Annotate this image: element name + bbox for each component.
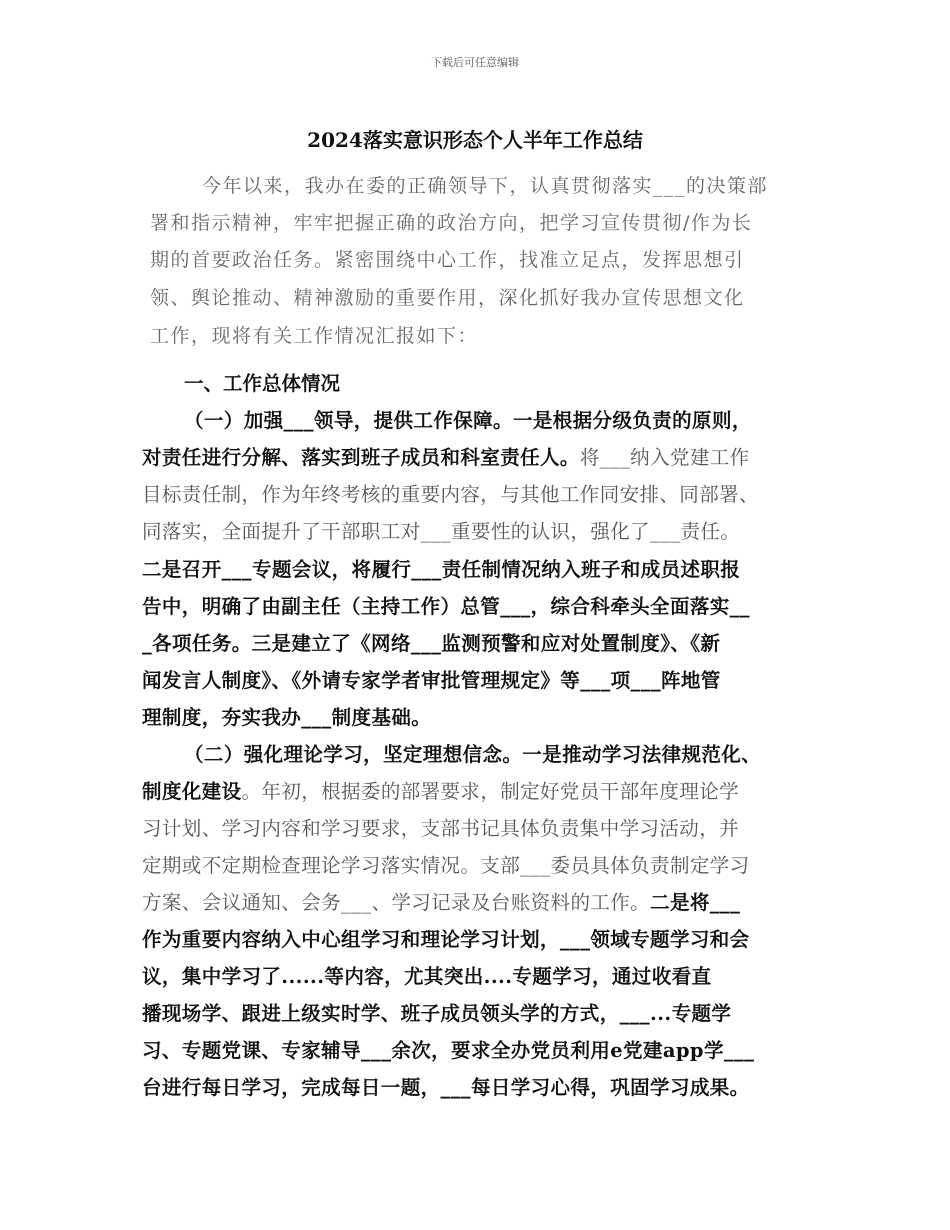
para2-line-5-head: 方案、会议通知、会务___、学习记录及台账资料的工作。 bbox=[142, 891, 651, 914]
para1-line-8: 闻发言人制度》、《外请专家学者审批管理规定》等___项___阵地管 bbox=[142, 669, 721, 692]
para1-line-5: 二是召开___专题会议，将履行___责任制情况纳入班子和成员述职报 bbox=[142, 558, 741, 581]
intro-line-4: 领、舆论推动、精神激励的重要作用，深化抓好我办宣传思想文化 bbox=[150, 287, 745, 309]
para1-line-3: 目标责任制，作为年终考核的重要内容，与其他工作同安排、同部署、 bbox=[142, 483, 759, 506]
para1-line-1: （一）加强___领导，提供工作保障。一是根据分级负责的原则， bbox=[184, 409, 752, 432]
section-heading: 一、工作总体情况 bbox=[184, 372, 341, 395]
para2-line-2-tail: 。年初，根据委的部署要求，制定好党员干部年度理论学 bbox=[241, 780, 740, 803]
intro-line-1: 今年以来，我办在委的正确领导下，认真贯彻落实___的决策部 bbox=[202, 175, 769, 197]
para1-line-2 bbox=[142, 443, 750, 473]
para2-line-6: 作为重要内容纳入中心组学习和理论学习计划，___领域专题学习和会 bbox=[142, 928, 750, 951]
para2-line-9: 习、专题党课、专家辅导___余次，要求全办党员利用e党建app学___ bbox=[142, 1039, 755, 1062]
para1-line-2-tail: 将___纳入党建工作 bbox=[579, 446, 750, 469]
para1-line-9: 理制度，夯实我办___制度基础。 bbox=[142, 706, 432, 729]
para1-line-7: _各项任务。三是建立了《网络___监测预警和应对处置制度》、《新 bbox=[142, 632, 721, 655]
para1-line-4: 同落实，全面提升了干部职工对___重要性的认识，强化了___责任。 bbox=[142, 520, 741, 543]
para2-line-1: （二）强化理论学习，坚定理想信念。一是推动学习法律规范化、 bbox=[184, 743, 762, 766]
para2-line-2-bold: 制度化建设 bbox=[142, 780, 242, 803]
para2-line-5 bbox=[142, 888, 740, 918]
intro-line-3: 期的首要政治任务。紧密围绕中心工作，找准立足点，发挥思想引 bbox=[150, 249, 745, 271]
para1-line-2-bold: 对责任进行分解、落实到班子成员和科室责任人。 bbox=[142, 446, 580, 469]
para2-line-8: 播现场学、跟进上级实时学、班子成员领头学的方式，___...专题学 bbox=[142, 1002, 732, 1025]
intro-line-5: 工作，现将有关工作情况汇报如下： bbox=[150, 325, 479, 347]
para2-line-10: 台进行每日学习，完成每日一题，___每日学习心得，巩固学习成果。 bbox=[142, 1076, 750, 1099]
document-title: 2024落实意识形态个人半年工作总结 bbox=[307, 128, 643, 152]
page-header: 下载后可任意编辑 bbox=[431, 56, 519, 69]
para2-line-2 bbox=[142, 777, 739, 807]
para2-line-4: 定期或不定期检查理论学习落实情况。支部___委员具体负责制定学习 bbox=[142, 854, 750, 877]
intro-line-2: 署和指示精神，牢牢把握正确的政治方向，把学习宣传贯彻/作为长 bbox=[150, 212, 753, 234]
para1-line-6: 告中，明确了由副主任（主持工作）总管___，综合科牵头全面落实__ bbox=[142, 595, 750, 618]
para2-line-3: 习计划、学习内容和学习要求，支部书记具体负责集中学习活动，并 bbox=[142, 817, 740, 840]
para2-line-5-bold: 二是将___ bbox=[650, 891, 741, 914]
para2-line-7: 议，集中学习了......等内容，尤其突出....专题学习，通过收看直 bbox=[142, 965, 712, 988]
